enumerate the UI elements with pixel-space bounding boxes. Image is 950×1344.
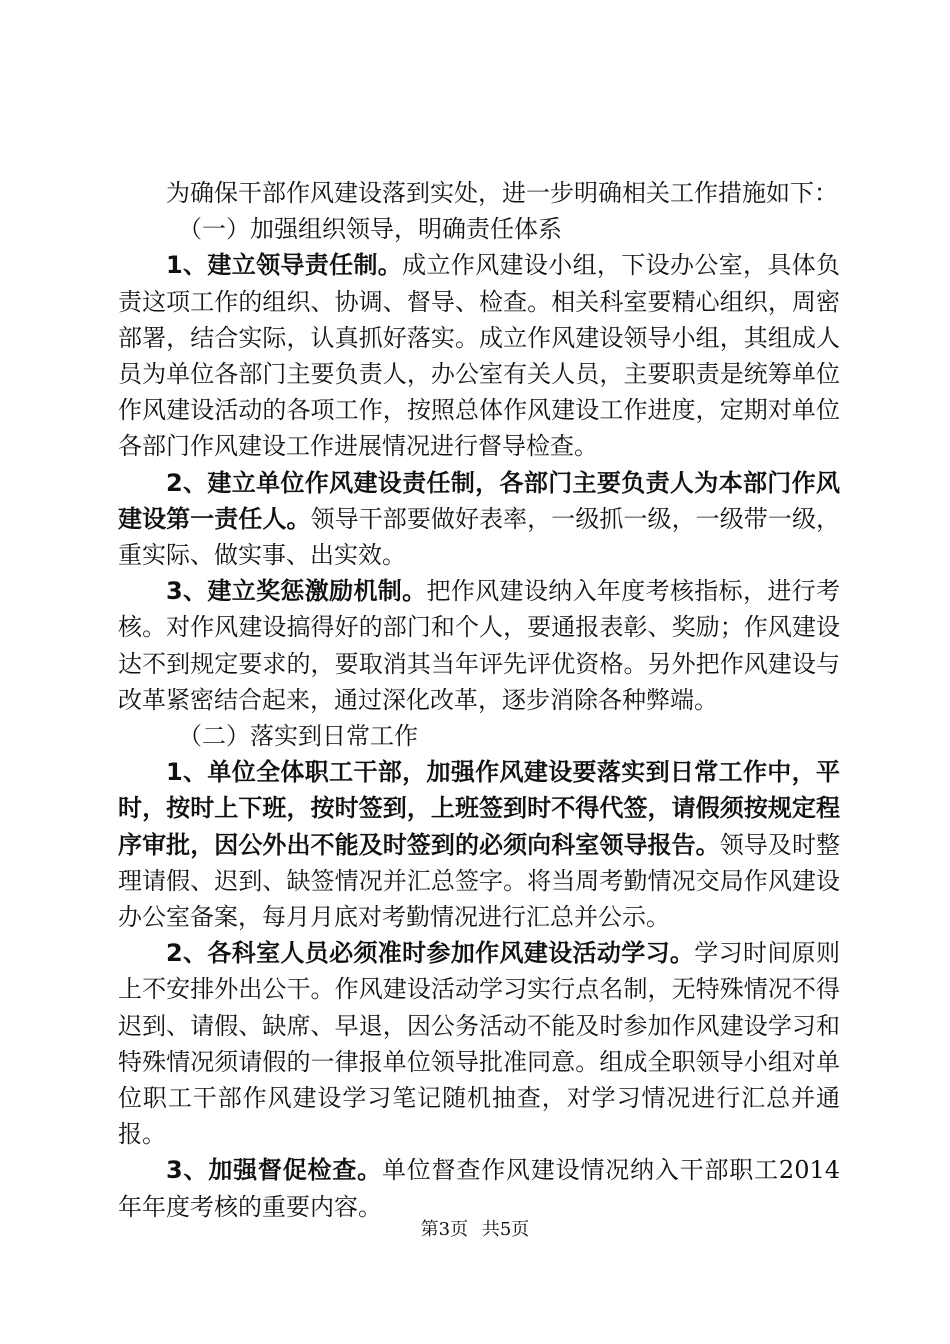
section-heading-1: （一）加强组织领导，明确责任体系 (178, 215, 562, 244)
paragraph-2-1 (118, 754, 840, 935)
paragraph-lead: 2、建立单位作风建设责任制，各部门主要负责人为本部门作风建设第一责任人。 (118, 468, 840, 533)
paragraph-1-3 (118, 573, 840, 718)
paragraph-lead: 1、单位全体职工干部，加强作风建设要落实到日常工作中，平时，按时上下班，按时签到，上班签到时不得代签，请假须按规定程序审批，因公外出不能及时签到的必须向科室领导报告。 (118, 758, 840, 859)
paragraph-text: 成立作风建设小组，下设办公室，具体负责这项工作的组织、协调、督导、检查。相关科室要精心组织，周密部署，结合实际，认真抓好落实。成立作风建设领导小组，其组成人员为单位各部门主要负责人，办公室有关人员，主要职责是统筹单位作风建设活动的各项工作，按照总体作风建设工作进度，定期对单位各部门作风建设工作进展情况进行督导检查。 (118, 251, 841, 461)
section-heading-2: （二）落实到日常工作 (178, 722, 418, 751)
paragraph-text: 学习时间原则上不安排外出公干。作风建设活动学习实行点名制，无特殊情况不得迟到、请假、缺席、早退，因公务活动不能及时参加作风建设学习和特殊情况须请假的一律报单位领导批准同意。组成全职领导小组对单位职工干部作风建设学习笔记随机抽查，对学习情况进行汇总并通报。 (118, 939, 841, 1149)
paragraph-2-2 (118, 935, 840, 1152)
document-body (118, 175, 840, 1225)
paragraph-text: 领导及时整理请假、迟到、缺签情况并汇总签字。将当周考勤情况交局作风建设办公室备案，每月月底对考勤情况进行汇总并公示。 (118, 830, 841, 932)
paragraph-lead: 1、建立领导责任制。 (166, 251, 403, 280)
paragraph-1-1 (118, 247, 840, 464)
paragraph-lead: 2、各科室人员必须准时参加作风建设活动学习。 (166, 939, 695, 968)
paragraph-text: 把作风建设纳入年度考核指标，进行考核。对作风建设搞得好的部门和个人，要通报表彰、奖励；作风建设达不到规定要求的，要取消其当年评先评优资格。另外把作风建设与改革紧密结合起来，通过深化改革，逐步消除各种弊端。 (118, 577, 841, 714)
page-number: 第3页 (420, 1219, 469, 1240)
paragraph-1-2 (118, 465, 840, 574)
page-footer (0, 1215, 950, 1241)
paragraph-lead: 3、建立奖惩激励机制。 (166, 577, 427, 606)
page-total: 共5页 (481, 1219, 530, 1240)
paragraph-lead: 3、加强督促检查。 (166, 1156, 382, 1185)
paragraph-text: 领导干部要做好表率，一级抓一级，一级带一级，重实际、做实事、出实效。 (118, 504, 841, 570)
intro-paragraph: 为确保干部作风建设落到实处，进一步明确相关工作措施如下： (166, 179, 838, 207)
paragraph-text: 单位督查作风建设情况纳入干部职工2014年年度考核的重要内容。 (118, 1156, 841, 1221)
